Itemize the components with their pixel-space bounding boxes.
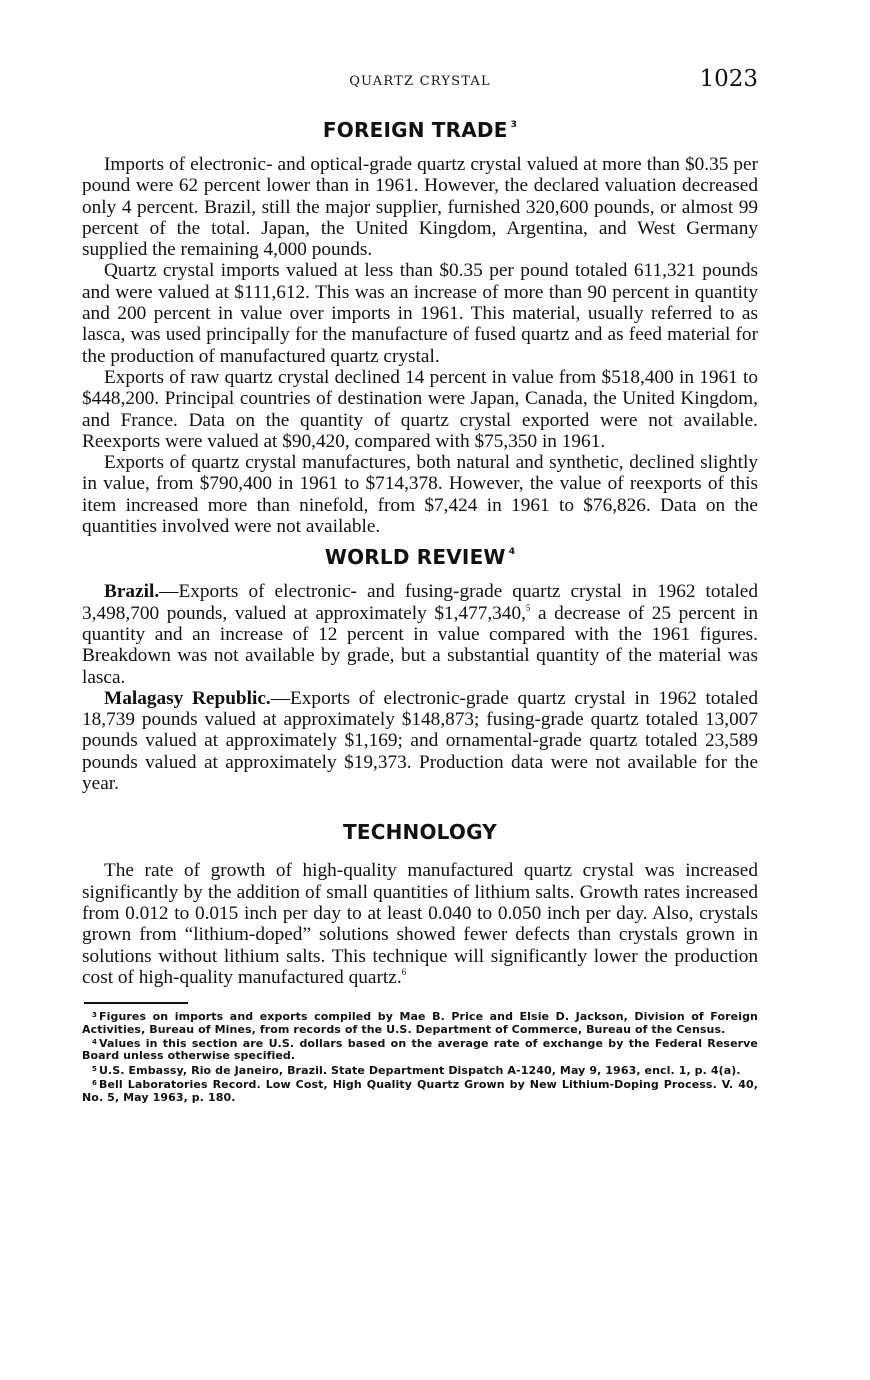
- running-title: QUARTZ CRYSTAL: [349, 74, 491, 89]
- paragraph: The rate of growth of high-quality manufactured quartz crystal was increased significantly by the addition of small quantities of lithium salts. Growth rates increased from 0.012 to 0.015 inch per day to at least 0.040 to 0.050 inch per day. Also, crystals grown from “lithium-doped” solutions showed fewer defects than crystals grown in solutions without lithium salts. This technique will significantly lower the production cost of high-quality manufactured quartz.$^6$: [82, 860, 758, 988]
- paragraph: Exports of quartz crystal manufactures, both natural and synthetic, declined slightly in value, from $790,400 in 1961 to $714,378. However, the value of reexports of this item increased more than ninefold, from $7,424 in 1961 to $76,826. Data on the quantities involved were not available.: [82, 452, 758, 538]
- footnote: $^5$ U.S. Embassy, Rio de Janeiro, Brazil. State Department Dispatch A-1240, May 9, 1963, encl. 1, p. 4(a).: [92, 1063, 741, 1077]
- foreign-trade-heading: FOREIGN TRADE $^3$: [322, 118, 518, 142]
- running-header: [82, 66, 758, 96]
- malagasy-paragraph: Malagasy Republic.—Exports of electronic-grade quartz crystal in 1962 totaled 18,739 pounds valued at approximately $148,873; fusing-grade quartz totaled 13,007 pounds valued at approximately $1,169; and ornamental-grade quartz totaled 23,589 pounds valued at approximately $19,373. Production data were not available for the year.: [82, 687, 758, 795]
- footnote-ref: 5: [525, 602, 531, 613]
- foreign-trade-section: [82, 118, 758, 537]
- country-name: Brazil.: [104, 581, 160, 603]
- footnote-divider: [84, 1002, 188, 1004]
- footnotes: [82, 1009, 758, 1104]
- paragraph: Quartz crystal imports valued at less than $0.35 per pound totaled 611,321 pounds and were valued at $111,612. This was an increase of more than 90 percent in quantity and 200 percent in value over imports in 1961. This material, usually referred to as lasca, was used principally for the manufacture of fused quartz and as feed material for the production of manufactured quartz crystal.: [82, 260, 758, 367]
- footnote-ref: 6: [401, 966, 407, 977]
- footnote: $^3$ Figures on imports and exports compiled by Mae B. Price and Elsie D. Jackson, Division of Foreign Activities, Bureau of Mines, from records of the U.S. Department of Commerce, Bureau of the Census.: [82, 1010, 758, 1036]
- document-page: [82, 66, 758, 1104]
- footnote: $^4$ Values in this section are U.S. dollars based on the average rate of exchange by the Federal Reserve Board unless otherwise specified.: [82, 1036, 758, 1063]
- footnote-ref: 4: [508, 547, 516, 558]
- brazil-paragraph: Brazil.—Exports of electronic- and fusing-grade quartz crystal in 1962 totaled 3,498,700 pounds, valued at approximately $1,477,340,$^5$ a decrease of 25 percent in quantity and an increase of 12 percent in value compared with the 1961 figures. Breakdown was not available by grade, but a substantial quantity of the material was lasca.: [82, 581, 758, 688]
- footnote-ref: 3: [510, 120, 518, 130]
- technology-heading: TECHNOLOGY: [343, 820, 497, 845]
- paragraph: Exports of raw quartz crystal declined 14 percent in value from $518,400 in 1961 to $448,200. Principal countries of destination were Japan, Canada, the United Kingdom, and France. Data on the quantity of quartz crystal exported were not available. Reexports were valued at $90,420, compared with $75,350 in 1961.: [82, 366, 758, 452]
- technology-section: [82, 820, 758, 988]
- country-name: Malagasy Republic.: [104, 687, 271, 709]
- paragraph: Imports of electronic- and optical-grade quartz crystal valued at more than $0.35 per pound were 62 percent lower than in 1961. However, the declared valuation decreased only 4 percent. Brazil, still the major supplier, furnished 320,600 pounds, or almost 99 percent of the total. Japan, the United Kingdom, Argentina, and West Germany supplied the remaining 4,000 pounds.: [82, 154, 758, 261]
- footnote: $^6$ Bell Laboratories Record. Low Cost, High Quality Quartz Grown by New Lithium-Doping Process. V. 40, No. 5, May 1963, p. 180.: [82, 1078, 758, 1104]
- world-review-heading: WORLD REVIEW $^4$: [324, 545, 516, 570]
- page-number: 1023: [699, 66, 758, 92]
- world-review-section: [82, 545, 758, 794]
